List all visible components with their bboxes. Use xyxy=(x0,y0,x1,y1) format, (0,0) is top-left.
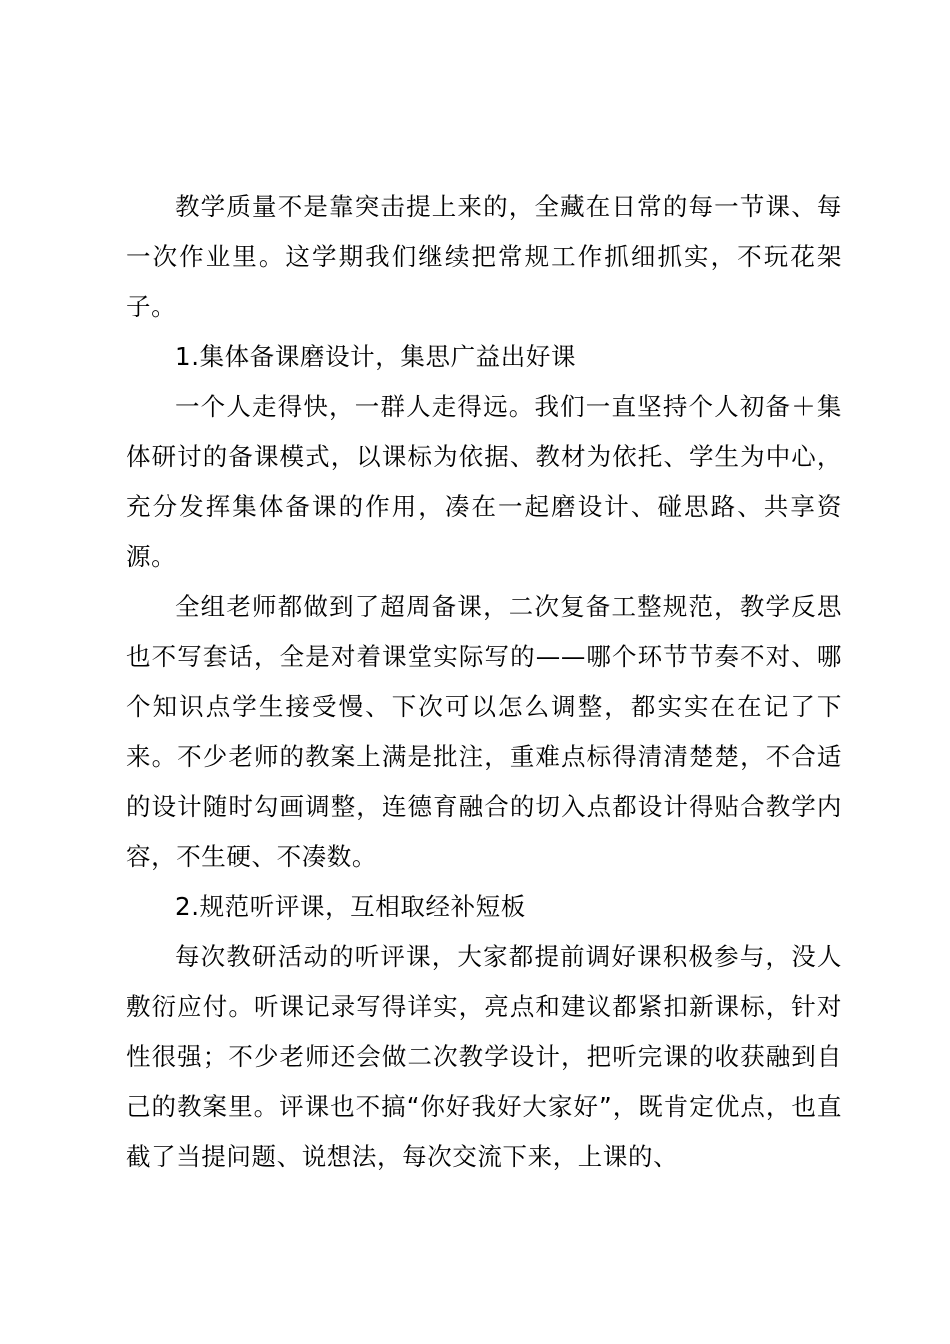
section-heading-1: 1.集体备课磨设计，集思广益出好课 xyxy=(175,342,577,371)
body-paragraph: 全组老师都做到了超周备课，二次复备工整规范，教学反思也不写套话，全是对着课堂实际写的——哪个环节节奏不对、哪个知识点学生接受慢、下次可以怎么调整，都实实在在记了下来。不少老师的教案上满是批注，重难点标得清清楚楚，不合适的设计随时勾画调整，连德育融合的切入点都设计得贴合教学内容，不生硬、不凑数。 xyxy=(126,592,842,871)
body-paragraph: 一个人走得快，一群人走得远。我们一直坚持个人初备＋集体研讨的备课模式，以课标为依据、教材为依托、学生为中心，充分发挥集体备课的作用，凑在一起磨设计、碰思路、共享资源。 xyxy=(126,392,842,571)
document-body xyxy=(126,182,842,1182)
intro-paragraph: 教学质量不是靠突击提上来的，全藏在日常的每一节课、每一次作业里。这学期我们继续把常规工作抓细抓实，不玩花架子。 xyxy=(126,192,842,321)
body-paragraph: 每次教研活动的听评课，大家都提前调好课积极参与，没人敷衍应付。听课记录写得详实，亮点和建议都紧扣新课标，针对性很强；不少老师还会做二次教学设计，把听完课的收获融到自己的教案里。评课也不搞“你好我好大家好”，既肯定优点，也直截了当提问题、说想法，每次交流下来，上课的、 xyxy=(126,942,842,1171)
section-heading-2: 2.规范听评课，互相取经补短板 xyxy=(175,892,526,921)
